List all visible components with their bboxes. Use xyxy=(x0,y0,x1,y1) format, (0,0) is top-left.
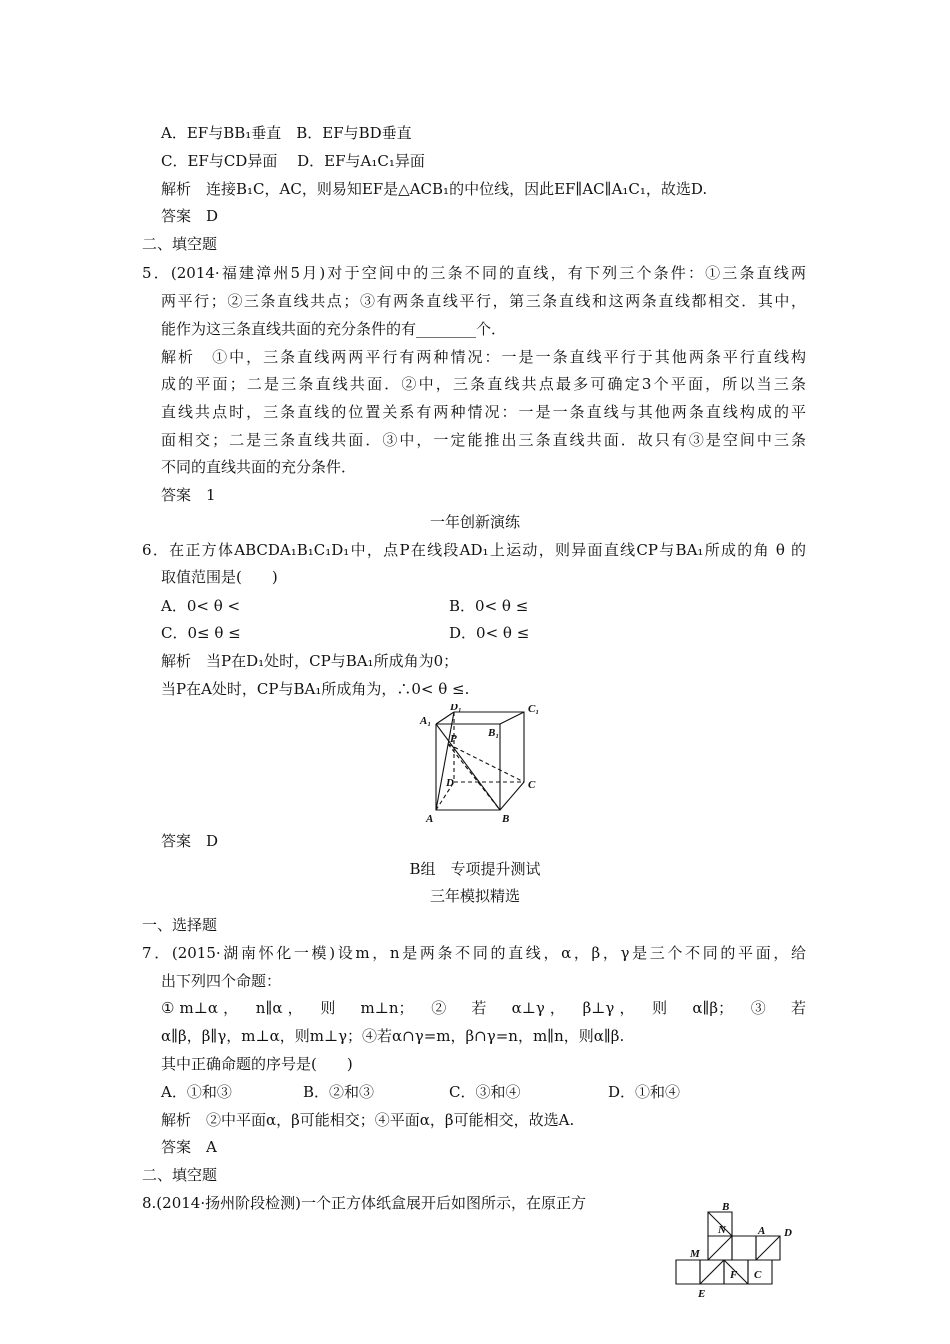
question-5-line3: 能作为这三条直线共面的充分条件的有________个． xyxy=(161,320,507,338)
section-heading-fill-in: 二、填空题 xyxy=(142,235,218,253)
group-b-title: B组 专项提升测试 xyxy=(409,860,541,878)
net-label-m: M xyxy=(690,1248,700,1260)
answer-5: 答案 1 xyxy=(161,486,216,504)
question-7-line3: ①m⊥α， n∥α， 则 m⊥n； ② 若 α⊥γ， β⊥γ， 则 α∥β； ③ 若 xyxy=(161,999,806,1017)
net-diag-2 xyxy=(708,1236,732,1260)
solution-5-line1: 解析 ①中，三条直线两两平行有两种情况：一是一条直线平行于其他两条平行直线构 xyxy=(161,348,806,366)
net-label-d: D xyxy=(784,1227,792,1239)
net-square-left xyxy=(676,1260,700,1284)
section-heading-choice: 一、选择题 xyxy=(142,916,218,934)
question-7-line5: 其中正确命题的序号是( ) xyxy=(161,1055,353,1073)
edge-a1-d1 xyxy=(436,712,454,724)
solution-5-line3: 直线共点时，三条直线的位置关系有两种情况：一是一条直线与其他两条直线构成的平 xyxy=(161,403,806,421)
solution-5-line5: 不同的直线共面的充分条件． xyxy=(161,458,357,476)
label-b1: B₁ xyxy=(488,727,500,739)
solution-7: 解析 ②中平面α，β可能相交；④平面α，β可能相交，故选A. xyxy=(161,1111,575,1129)
label-c1: C₁ xyxy=(528,704,540,715)
section-heading-fill-in-2: 二、填空题 xyxy=(142,1166,218,1184)
label-b: B xyxy=(502,813,510,825)
option-7b: B．②和③ xyxy=(303,1083,375,1101)
solution-5-line2: 成的平面；二是三条直线共面．②中，三条直线共点最多可确定3个平面，所以当三条 xyxy=(161,375,806,393)
net-label-b: B xyxy=(722,1201,730,1213)
net-diag-3 xyxy=(756,1236,780,1260)
option-6a: A．0< θ < xyxy=(161,597,241,615)
label-a: A xyxy=(426,813,434,825)
options-row-ab: A．EF与BB₁垂直 B．EF与BD垂直 xyxy=(161,124,412,142)
cube-diagram xyxy=(416,704,552,830)
label-p: P xyxy=(450,733,457,745)
question-7-line2: 出下列四个命题： xyxy=(161,972,282,990)
solution-6-line1: 解析 当P在D₁处时，CP与BA₁所成角为0； xyxy=(161,652,459,670)
options-row-cd: C．EF与CD异面 D．EF与A₁C₁异面 xyxy=(161,152,425,170)
net-label-c: C xyxy=(754,1269,762,1281)
option-6b: B．0< θ ≤ xyxy=(449,597,529,615)
question-6-line2: 取值范围是( ) xyxy=(161,568,278,586)
subsection-title-innovation: 一年创新演练 xyxy=(429,513,520,531)
question-5-line1: 5．(2014·福建漳州5月)对于空间中的三条不同的直线，有下列三个条件：①三条直线两 xyxy=(142,264,806,282)
option-7d: D．①和④ xyxy=(608,1083,681,1101)
net-label-n: N xyxy=(718,1224,726,1236)
solution-5-line4: 面相交；二是三条直线共面．③中，一定能推出三条直线共面．故只有③是空间中三条 xyxy=(161,431,806,449)
answer-7: 答案 A xyxy=(161,1138,217,1156)
label-a1: A₁ xyxy=(420,715,432,727)
solution-6-line2: 当P在A处时，CP与BA₁所成角为，∴0< θ ≤. xyxy=(161,680,470,698)
solution-4: 解析 连接B₁C，AC，则易知EF是△ACB₁的中位线，因此EF∥AC∥A₁C₁，故选D. xyxy=(161,180,708,198)
cube-net-diagram xyxy=(670,1198,806,1300)
segment-p-c xyxy=(448,744,524,782)
question-6-line1: 6．在正方体ABCDA₁B₁C₁D₁中，点P在线段AD₁上运动，则异面直线CP与BA₁所成的角 θ 的 xyxy=(142,541,806,559)
label-d: D xyxy=(446,777,454,789)
net-label-f: F xyxy=(730,1269,738,1281)
option-6d: D．0< θ ≤ xyxy=(449,624,530,642)
net-label-a: A xyxy=(758,1225,766,1237)
question-8-line1: 8.(2014·扬州阶段检测)一个正方体纸盒展开后如图所示，在原正方 xyxy=(142,1194,586,1212)
edge-b1-c1 xyxy=(500,712,524,724)
net-label-e: E xyxy=(698,1288,706,1300)
option-7a: A．①和③ xyxy=(161,1083,232,1101)
answer-6: 答案 D xyxy=(161,832,219,850)
question-5-line2: 两平行；②三条直线共点；③有两条直线平行，第三条直线和这两条直线都相交．其中， xyxy=(161,292,806,310)
net-diag-4 xyxy=(700,1260,724,1284)
question-7-line4: α∥β，β∥γ，m⊥α，则m⊥γ；④若α∩γ=m，β∩γ=n，m∥n，则α∥β. xyxy=(161,1027,625,1045)
subsection-title-simulation: 三年模拟精选 xyxy=(429,887,520,905)
option-7c: C．③和④ xyxy=(449,1083,521,1101)
segment-p-b xyxy=(448,744,500,810)
answer-4: 答案 D xyxy=(161,207,219,225)
label-d1: D₁ xyxy=(450,704,462,713)
option-6c: C．0≤ θ ≤ xyxy=(161,624,241,642)
label-c: C xyxy=(528,779,536,791)
net-square-a xyxy=(732,1236,756,1260)
question-7-line1: 7．(2015·湖南怀化一模)设m，n是两条不同的直线，α，β，γ是三个不同的平面，给 xyxy=(142,944,806,962)
